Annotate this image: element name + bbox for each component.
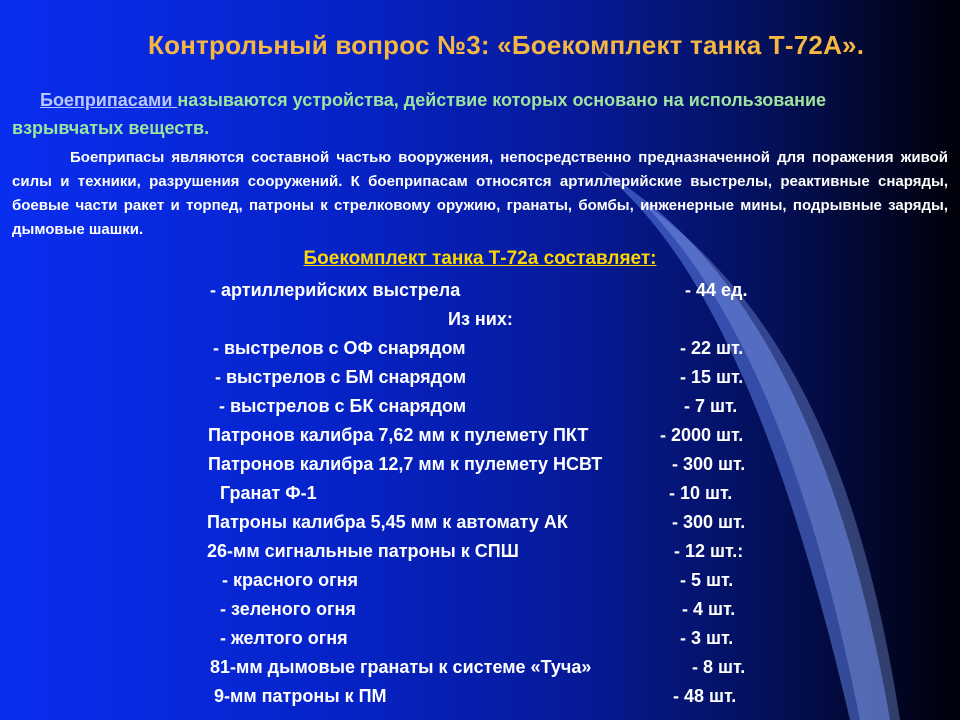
list-item-value: - 3 шт. (680, 628, 734, 648)
list-item-label: 9-мм патроны к ПМ (214, 686, 387, 706)
list-item-label: - выстрелов с ОФ снарядом (213, 338, 466, 358)
list-item-label: Гранат Ф-1 (220, 483, 317, 503)
list-item-value: - 22 шт. (680, 338, 744, 358)
definition-text: называются устройства, действие которых основано на использование взрывчатых веществ. (12, 90, 827, 138)
list-item-value: - 5 шт. (680, 570, 734, 590)
list-item-value: - 10 шт. (669, 483, 733, 503)
list-item-value: - 300 шт. (672, 512, 746, 532)
list-item-value: - 12 шт.: (674, 541, 744, 561)
list-item-value: - 2000 шт. (660, 425, 744, 445)
list-item-label: - желтого огня (220, 628, 348, 648)
list-item-label: Патронов калибра 7,62 мм к пулемету ПКТ (208, 425, 589, 445)
list-item-value: - 44 ед. (685, 280, 748, 300)
list-item-label: Патроны калибра 5,45 мм к автомату АК (207, 512, 568, 532)
list-item-label: - артиллерийских выстрела (210, 280, 461, 300)
list-item-value: - 48 шт. (673, 686, 737, 706)
list-item-label: Патронов калибра 12,7 мм к пулемету НСВТ (208, 454, 603, 474)
list-item-value: - 4 шт. (682, 599, 736, 619)
list-item-value: - 300 шт. (672, 454, 746, 474)
list-item-label: 81-мм дымовые гранаты к системе «Туча» (210, 657, 592, 677)
description-paragraph: Боеприпасы являются составной частью вооружения, непосредственно предназначенной для поражения живой силы и техники, разрушения сооружений. К боеприпасам относятся артиллерийские выстрелы, реактивные снаряды, боевые части ракет и торпед, патроны к стрелковому оружию, гранаты, бомбы, инженерные мины, подрывные заряды, дымовые шашки. (12, 149, 948, 238)
slide-title: Контрольный вопрос №3: «Боекомплект танка Т-72А». (148, 30, 865, 60)
definition-paragraph (12, 86, 942, 142)
list-item-label: - зеленого огня (220, 599, 356, 619)
definition-term: Боеприпасами (40, 90, 178, 110)
list-item-value: - 8 шт. (692, 657, 746, 677)
list-item-label: - выстрелов с БК снарядом (219, 396, 467, 416)
list-item-value: - 15 шт. (680, 367, 744, 387)
list-item-label: - красного огня (222, 570, 359, 590)
list-item-value: - 7 шт. (684, 396, 738, 416)
list-item-label: 26-мм сигнальные патроны к СПШ (207, 541, 519, 561)
list-title: Боекомплект танка Т-72а составляет: (303, 248, 657, 269)
list-item-label: Из них: (448, 309, 513, 329)
list-item-label: - выстрелов с БМ снарядом (215, 367, 467, 387)
